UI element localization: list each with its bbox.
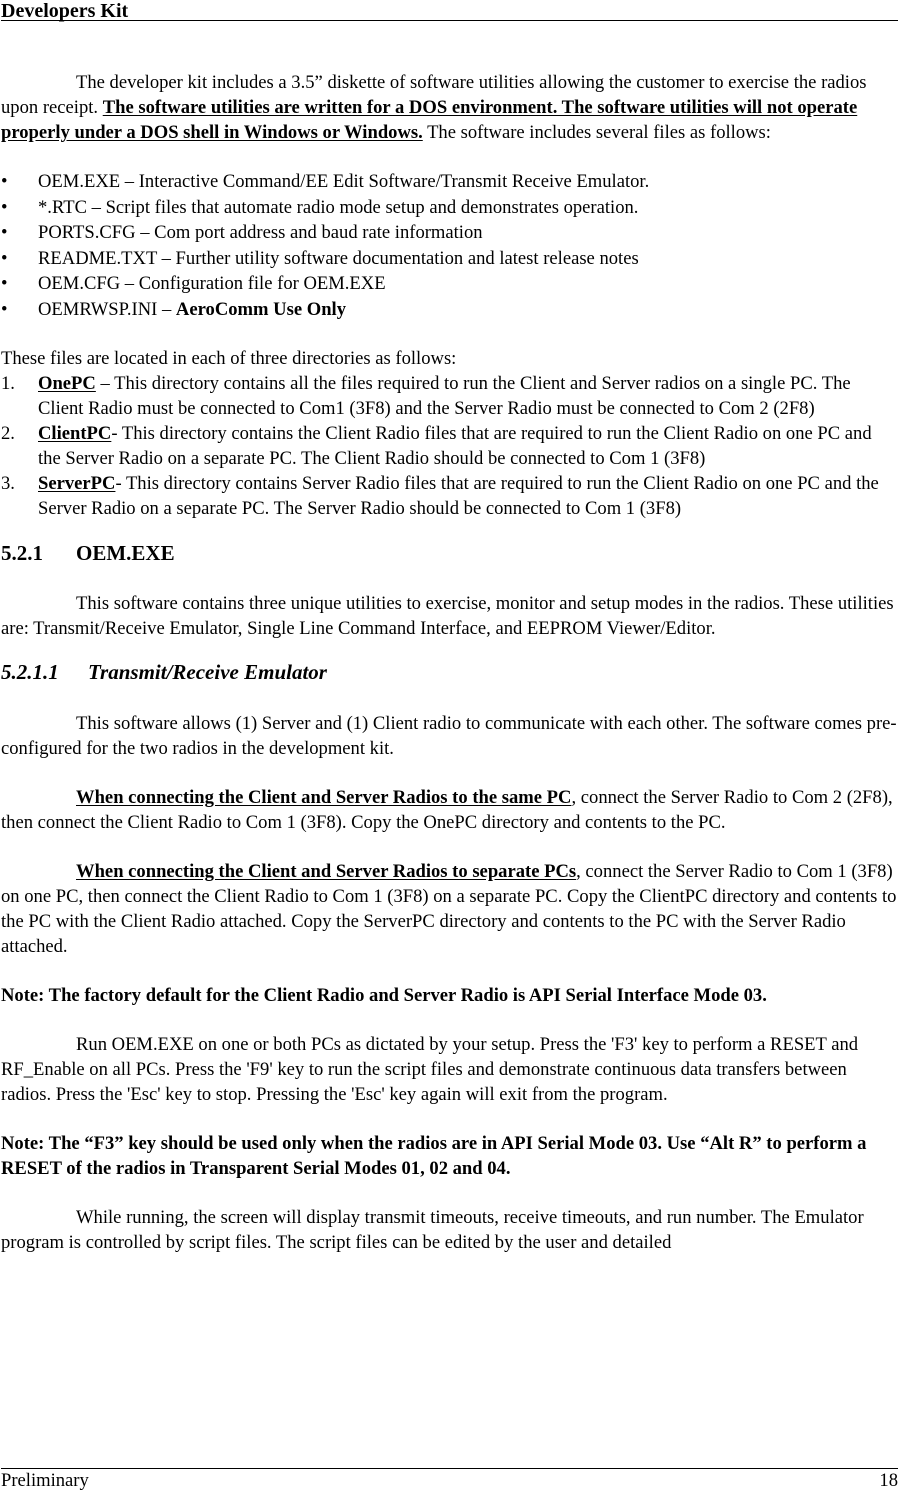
intro-text-2: The software includes several files as follows:: [422, 122, 771, 143]
list-item: • OEM.CFG – Configuration file for OEM.EXE: [1, 273, 386, 294]
page-footer: [1, 1468, 898, 1492]
bullet-icon: •: [1, 222, 8, 243]
list-item: • PORTS.CFG – Com port address and baud rate information: [1, 222, 483, 243]
emulator-paragraph-same-pc: When connecting the Client and Server Radios to the same PC, connect the Server Radio to Com 2 (2F8), then connect the Client Radio to Com 1 (3F8). Copy the OnePC directory and contents to the PC.: [1, 787, 893, 833]
bullet-icon: •: [1, 196, 8, 218]
emulator-paragraph-run: Run OEM.EXE on one or both PCs as dictated by your setup. Press the 'F3' key to perform a RESET and RF_Enable on all PCs. Press the 'F9' key to run the script files and demonstrate continuous data transfers between radios. Press the 'Esc' key to stop. Pressing the 'Esc' key again will exit from the program.: [1, 1034, 859, 1105]
page-number: 18: [879, 1470, 898, 1491]
intro-paragraph: [1, 70, 898, 145]
page-header-title: Developers Kit: [1, 0, 898, 21]
emulator-paragraph-1: This software allows (1) Server and (1) Client radio to communicate with each other. The software comes pre-configured for the two radios in the development kit.: [1, 713, 897, 759]
dir-item-onepc: 1. OnePC – This directory contains all the files required to run the Client and Server radios on a single PC. The Client Radio must be connected to Com1 (3F8) and the Server Radio must be connected to Com 2 (2F8): [1, 373, 851, 419]
section-heading-5-2-1: 5.2.1 OEM.EXE: [1, 541, 175, 565]
bullet-icon: •: [1, 247, 8, 269]
list-item: • OEMRWSP.INI – AeroComm Use Only: [1, 298, 346, 320]
note-factory-default: Note: The factory default for the Client Radio and Server Radio is API Serial Interface Mode 03.: [1, 985, 767, 1006]
intro-text-1: The developer kit includes a 3.5” diskette of software utilities allowing the customer to exercise the radios upon receipt.: [1, 72, 867, 118]
dir-item-clientpc: 2. ClientPC- This directory contains the Client Radio files that are required to run the Client Radio on one PC and the Server Radio on a separate PC. The Client Radio should be connected to Com 1 (3F8): [1, 423, 872, 469]
emulator-paragraph-separate-pcs: When connecting the Client and Server Radios to separate PCs, connect the Server Radio to Com 1 (3F8) on one PC, then connect the Client Radio to Com 1 (3F8) on a separate PC. Copy the ClientPC directory and contents to the PC with the Client Radio attached. Copy the ServerPC directory and contents to the PC with the Server Radio attached.: [1, 861, 897, 957]
bullet-icon: •: [1, 171, 8, 192]
emulator-paragraph-running: While running, the screen will display transmit timeouts, receive timeouts, and run number. The Emulator program is controlled by script files. The script files can be edited by the user and detailed: [1, 1207, 864, 1253]
dos-warning: The software utilities are written for a DOS environment. The software utilities will not operate properly under a DOS shell in Windows or Windows.: [1, 97, 858, 143]
section-5-2-1-body: This software contains three unique utilities to exercise, monitor and setup modes in the radios. These utilities are: Transmit/Receive Emulator, Single Line Command Interface, and EEPROM Viewer/Editor.: [1, 593, 894, 639]
list-item: • OEM.EXE – Interactive Command/EE Edit Software/Transmit Receive Emulator.: [1, 171, 650, 192]
file-list: [1, 169, 898, 322]
footer-status: Preliminary: [1, 1470, 89, 1491]
note-f3-key: Note: The “F3” key should be used only when the radios are in API Serial Mode 03. Use “Alt R” to perform a RESET of the radios in Transparent Serial Modes 01, 02 and 04.: [1, 1133, 867, 1179]
list-item: • README.TXT – Further utility software documentation and latest release notes: [1, 247, 639, 269]
document-body: [1, 70, 898, 1255]
list-item: • *.RTC – Script files that automate radio mode setup and demonstrates operation.: [1, 196, 639, 218]
dir-item-serverpc: 3. ServerPC- This directory contains Server Radio files that are required to run the Client Radio on one PC and the Server Radio on a separate PC. The Server Radio should be connected to Com 1 (3F8): [1, 473, 879, 519]
bullet-icon: •: [1, 273, 8, 294]
dirs-intro: These files are located in each of three directories as follows:: [1, 348, 457, 369]
bullet-icon: •: [1, 298, 8, 320]
section-heading-5-2-1-1: 5.2.1.1 Transmit/Receive Emulator: [1, 660, 327, 684]
